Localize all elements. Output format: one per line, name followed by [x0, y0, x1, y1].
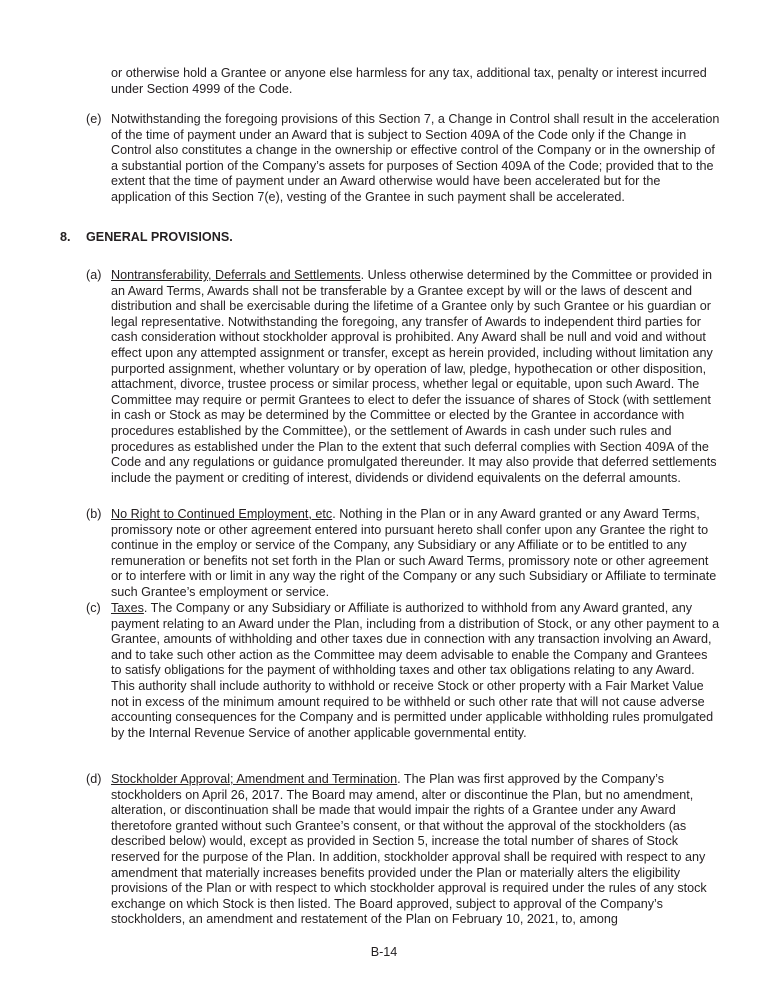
item-text: . Nothing in the Plan or in any Award granted or any Award Terms, promissory note or other agreement entered into pursuant hereto shall confer upon any Grantee the right to continue in the employ or service of the Company, any Subsidiary or any Affiliate or to be entitled to any remuneration or benefits not set forth in the Plan or such Award Terms, promissory note or other agreement or to interfere with or limit in any way the right of the Company or any such Subsidiary or Affiliate to terminate such Grantee’s employment or service.: [111, 507, 717, 599]
item-body: [111, 507, 721, 601]
item-label: (d): [86, 772, 102, 786]
item-heading: Stockholder Approval; Amendment and Termination: [111, 772, 398, 786]
item-heading: Taxes: [111, 601, 144, 615]
item-text: . The Plan was first approved by the Company’s stockholders on April 26, 2017. The Board may amend, alter or discontinue the Plan, but no amendment, alteration, or discontinuation shall be made that would impair the rights of a Grantee under any Award theretofore granted without such Grantee’s consent, or that without the approval of the stockholders (as described below) would, except as provided in Section 5, increase the total number of shares of Stock reserved for the purpose of the Plan. In addition, stockholder approval shall be required with respect to any amendment that materially increases benefits provided under the Plan or materially alters the eligibility provisions of the Plan or with respect to which stockholder approval is required under the rules of any stock exchange on which Stock is then listed. The Board approved, subject to approval of the Company’s stockholders, an amendment and restatement of the Plan on February 10, 2021, to, among: [111, 772, 707, 927]
item-body: [111, 601, 721, 741]
item-label: (b): [86, 507, 102, 521]
item-body: [111, 268, 721, 486]
section-title: GENERAL PROVISIONS.: [86, 230, 233, 244]
item-label: (c): [86, 601, 101, 615]
item-text: . The Company or any Subsidiary or Affiliate is authorized to withhold from any Award granted, any payment relating to an Award under the Plan, including from a distribution of Stock, or any other payment to a Grantee, amounts of withholding and other taxes due in connection with any transaction involving an Award, and to take such other action as the Committee may deem advisable to enable the Company and Grantees to satisfy obligations for the payment of withholding taxes and other tax obligations relating to any Award. This authority shall include authority to withhold or receive Stock or other property with a Fair Market Value not in excess of the minimum amount required to be withheld or such other rate that will not cause adverse accounting consequences for the Company and is permitted under applicable withholding rules promulgated by the Internal Revenue Service of another applicable governmental entity.: [111, 601, 720, 740]
item-body: [111, 772, 721, 928]
item-text: . Unless otherwise determined by the Committee or provided in an Award Terms, Awards shall not be transferable by a Grantee except by will or the laws of descent and distribution and shall be exercisable during the lifetime of a Grantee only by such Grantee or his guardian or legal representative. Notwithstanding the foregoing, any transfer of Awards to independent third parties for cash consideration without stockholder approval is prohibited. Any Award shall be null and void and without effect upon any attempted assignment or transfer, except as herein provided, including without limitation any purported assignment, whether voluntary or by operation of law, pledge, hypothecation or other disposition, attachment, divorce, trustee process or similar process, whether legal or equitable, upon such Award. The Committee may require or permit Grantees to elect to defer the issuance of shares of Stock (with settlement in cash or Stock as may be determined by the Committee or elected by the Grantee in accordance with procedures established by the Committee), or the settlement of Awards in cash under such rules and procedures as established under the Plan to the extent that such deferral complies with Section 409A of the Code and any regulations or guidance promulgated thereunder. It may also provide that deferred settlements include the payment or crediting of interest, dividends or dividend equivalents on the deferral amounts.: [111, 268, 717, 485]
continuation-paragraph: or otherwise hold a Grantee or anyone else harmless for any tax, additional tax, penalty or interest incurred under Section 4999 of the Code.: [111, 66, 707, 96]
page-number: B-14: [370, 945, 398, 959]
item-label: (a): [86, 268, 102, 282]
item-heading: Nontransferability, Deferrals and Settlements: [111, 268, 361, 282]
section-number: 8.: [60, 230, 71, 244]
item-text: Notwithstanding the foregoing provisions of this Section 7, a Change in Control shall result in the acceleration of the time of payment under an Award that is subject to Section 409A of the Code only if the Change in Control also constitutes a change in the ownership or effective control of the Company or in the ownership of a substantial portion of the Company’s assets for purposes of Section 409A of the Code; provided that to the extent that the time of payment under an Award otherwise would have been accelerated but for the application of this Section 7(e), vesting of the Grantee in such payment shall be accelerated.: [111, 112, 720, 204]
item-heading: No Right to Continued Employment, etc: [111, 507, 333, 521]
item-label: (e): [86, 112, 102, 126]
